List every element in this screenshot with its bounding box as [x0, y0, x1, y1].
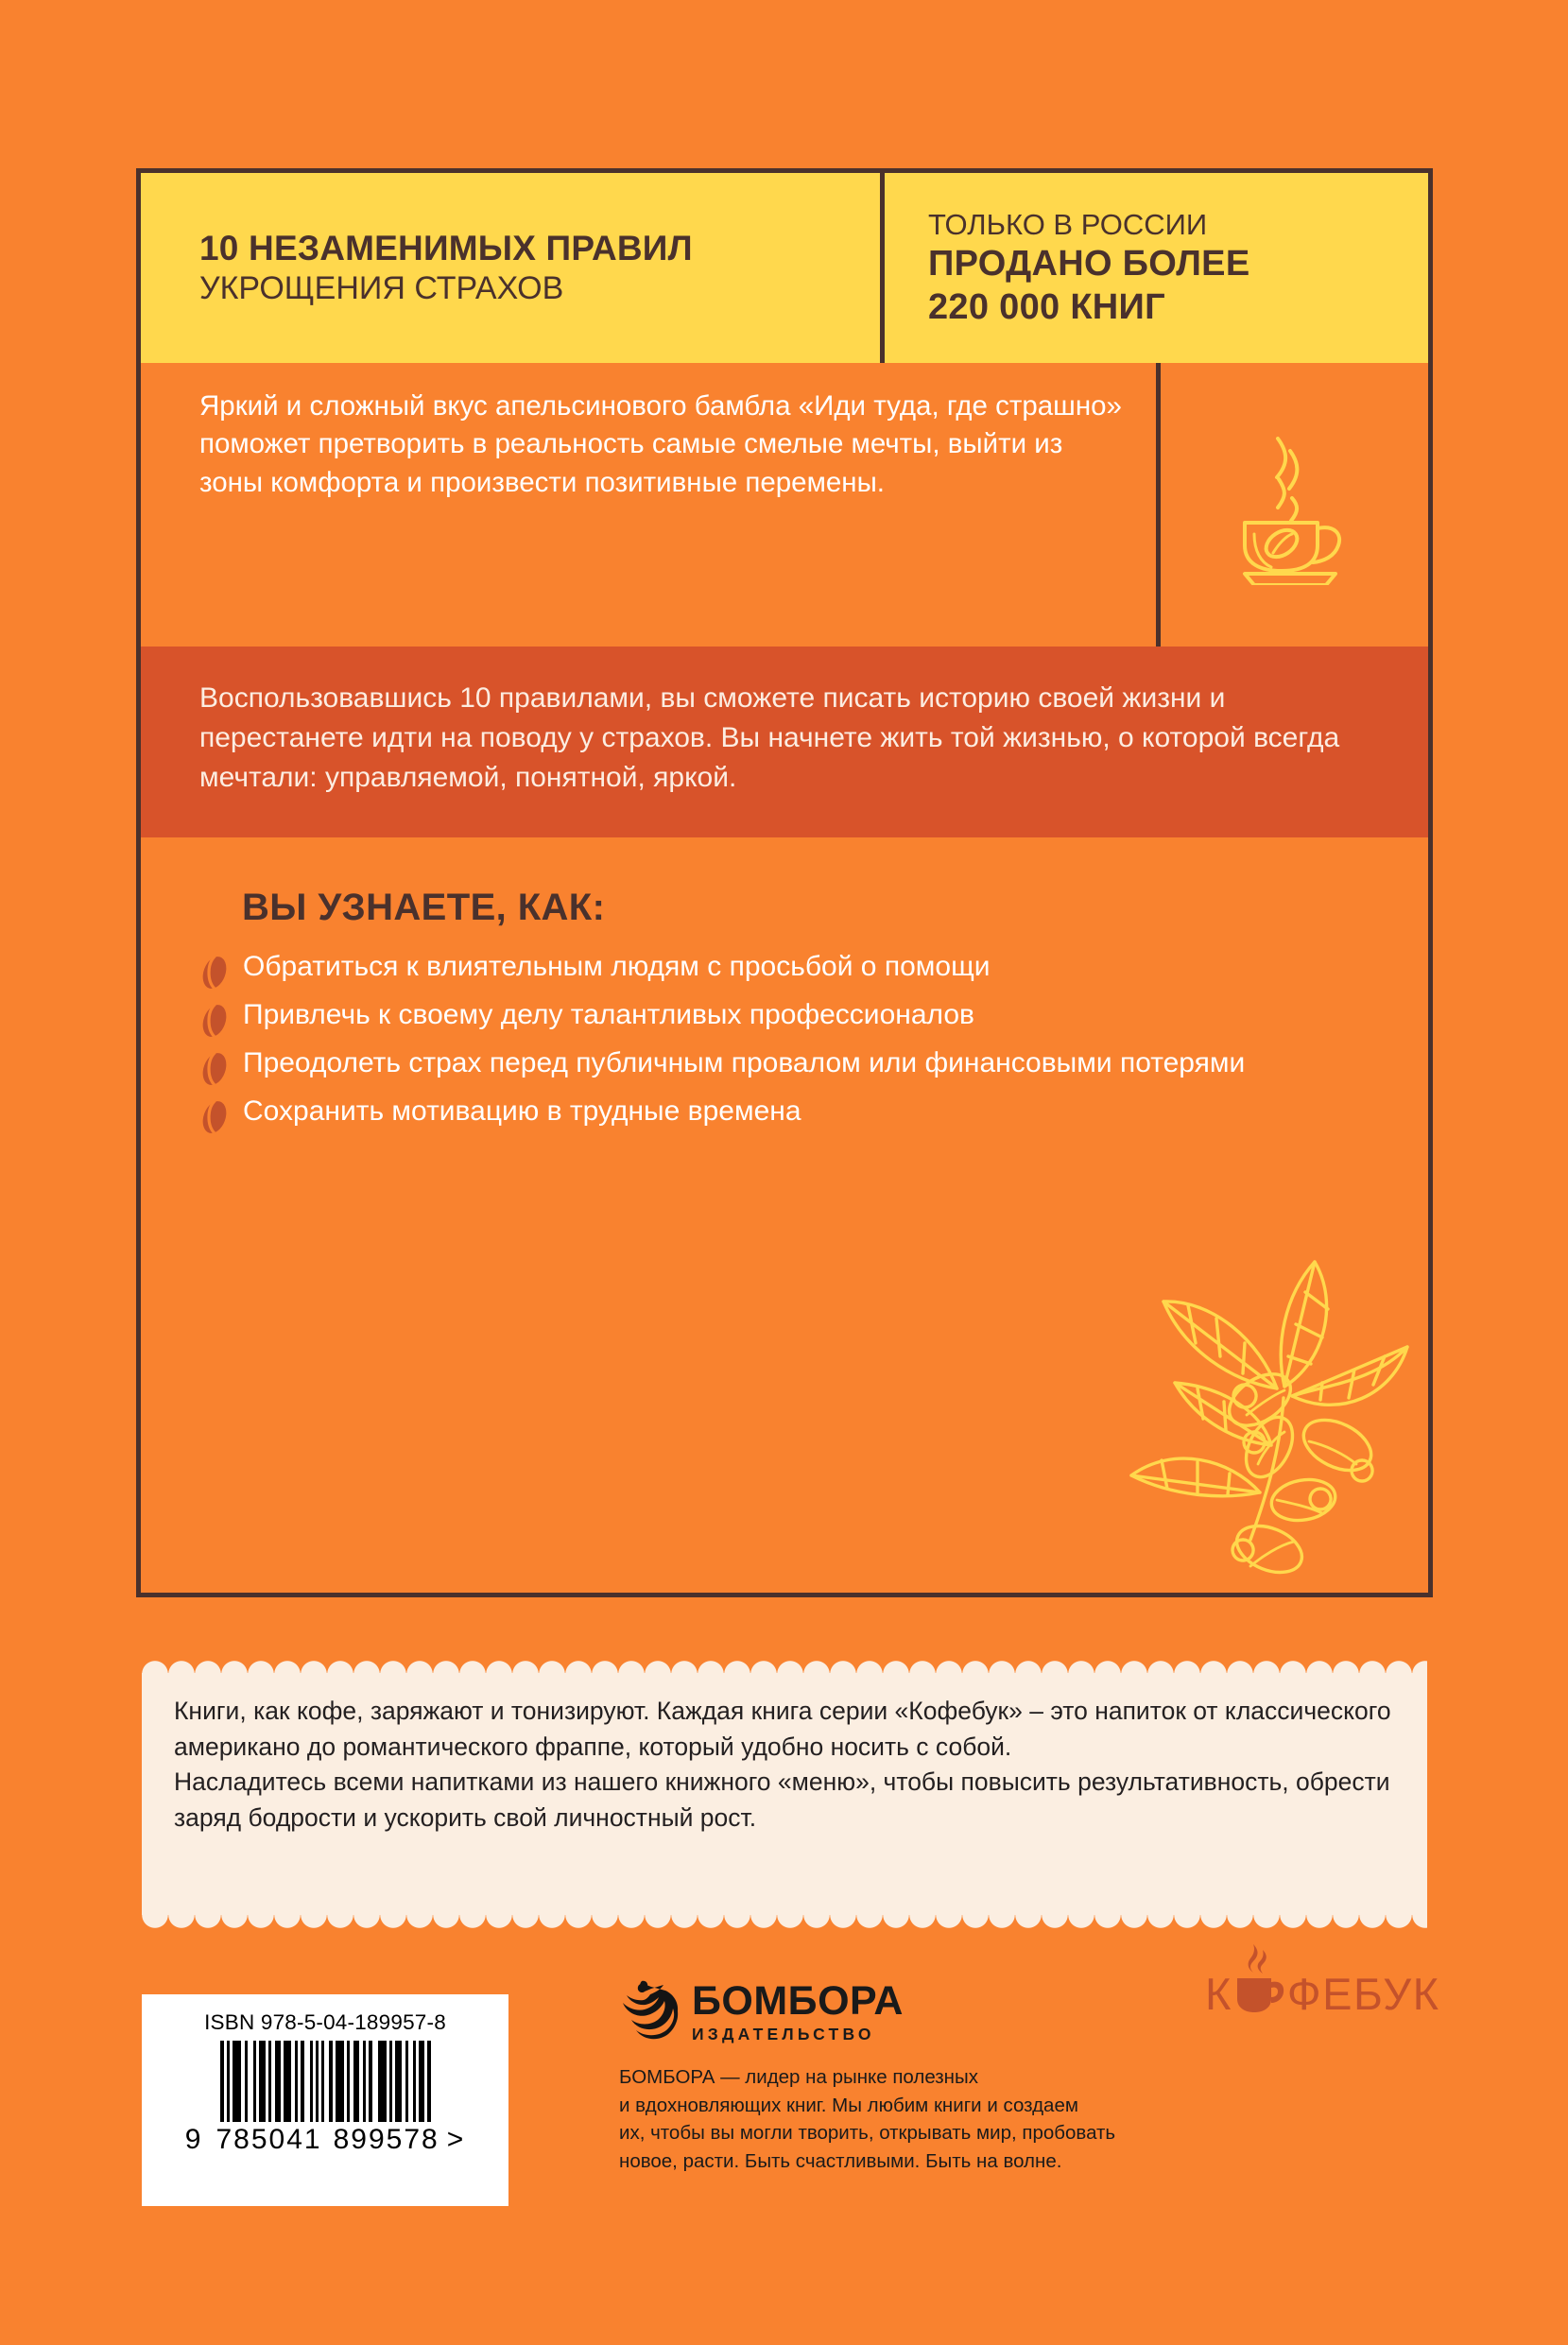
- sales-count: 220 000 КНИГ: [928, 287, 1166, 328]
- barcode-card: [142, 1994, 508, 2206]
- scallop-bottom-edge: [142, 1915, 1427, 1928]
- intro-cup-cell: [1161, 363, 1428, 647]
- isbn-label: ISBN 978-5-04-189957-8: [204, 2010, 446, 2034]
- coffee-bean-icon: [199, 954, 230, 991]
- series-note-paragraph-1: Книги, как кофе, заряжают и тонизируют. Каждая книга серии «Кофебук» – это напиток от классического американо до романтического фраппе, который удобно носить с собой.: [174, 1697, 1391, 1761]
- coffee-bean-icon: [199, 1002, 230, 1040]
- series-logo-letter-k: К: [1205, 1969, 1232, 2019]
- list-item: [199, 996, 1390, 1040]
- rules-subline: УКРОЩЕНИЯ СТРАХОВ: [199, 270, 564, 307]
- series-note-body: [142, 1673, 1427, 1915]
- coffee-bean-icon: [199, 1050, 230, 1088]
- series-logo-letters-rest: ФЕБУК: [1286, 1969, 1440, 2019]
- coffee-bean-icon: [199, 1098, 230, 1136]
- publisher-wordmark: БОМБОРА: [692, 1978, 904, 2025]
- barcode-digit-suffix: >: [446, 2124, 466, 2155]
- list-item-label: Привлечь к своему делу талантливых профессионалов: [243, 999, 974, 1030]
- yellow-header-band: [141, 173, 1428, 363]
- publisher-block: [619, 1980, 1271, 2175]
- highlight-paragraph: Воспользовавшись 10 правилами, вы сможете писать историю своей жизни и перестанете идти на поводу у страхов. Вы начнете жить той жизнью, о которой всегда мечтали: управляемой, понятной, яркой.: [199, 682, 1340, 793]
- publisher-description-line: БОМБОРА — лидер на рынке полезных: [619, 2066, 978, 2088]
- intro-row: [141, 363, 1428, 647]
- intro-text-block: [141, 363, 1161, 647]
- list-item: [199, 1093, 1390, 1136]
- publisher-description-line: новое, расти. Быть счастливыми. Быть на волне.: [619, 2149, 1062, 2172]
- learn-block: [141, 837, 1428, 1593]
- barcode-digit-group-1: 785041: [215, 2124, 322, 2155]
- bombora-wave-icon: [619, 1980, 680, 2044]
- series-note-box: [142, 1661, 1427, 1927]
- learn-title: ВЫ УЗНАЕТЕ, КАК:: [242, 887, 606, 928]
- coffee-branch-icon: [1118, 1256, 1421, 1578]
- list-item: [199, 948, 1390, 991]
- series-note-paragraph-2: Насладитесь всеми напитками из нашего книжного «меню», чтобы повысить результативность, обрести заряд бодрости и ускорить свой личностный рост.: [174, 1767, 1390, 1832]
- sales-region-label: ТОЛЬКО В РОССИИ: [928, 207, 1208, 241]
- sales-headline: ПРОДАНО БОЛЕЕ: [928, 243, 1250, 284]
- rules-headline: 10 НЕЗАМЕНИМЫХ ПРАВИЛ: [199, 228, 693, 267]
- publisher-logo-row: [619, 1980, 1271, 2044]
- highlight-block: [141, 647, 1428, 837]
- scallop-top-edge: [142, 1661, 1427, 1674]
- main-content-frame: [136, 168, 1433, 1597]
- coffee-cup-icon: [1224, 424, 1366, 585]
- publisher-wordmark-sub: ИЗДАТЕЛЬСТВО: [692, 2025, 875, 2044]
- publisher-description-line: их, чтобы вы могли творить, открывать мир, пробовать: [619, 2122, 1116, 2145]
- list-item-label: Сохранить мотивацию в трудные времена: [243, 1095, 801, 1127]
- series-logo: [1205, 1942, 1440, 2019]
- kofebuk-cup-icon: [1232, 1942, 1285, 2016]
- list-item-label: Преодолеть страх перед публичным провалом или финансовыми потерями: [243, 1047, 1246, 1078]
- intro-paragraph: Яркий и сложный вкус апельсинового бамбла «Иди туда, где страшно» поможет претворить в реальность самые смелые мечты, выйти из зоны комфорта и произвести позитивные перемены.: [199, 390, 1122, 498]
- rules-panel: [141, 173, 885, 363]
- list-item-label: Обратиться к влиятельным людям с просьбой о помощи: [243, 951, 991, 982]
- barcode-digits: [184, 2122, 466, 2156]
- sales-panel: [885, 173, 1428, 363]
- barcode-digit-prefix: 9: [184, 2124, 203, 2155]
- learn-list: [199, 948, 1390, 1136]
- publisher-description: [619, 2063, 1271, 2175]
- publisher-description-line: и вдохновляющих книг. Мы любим книги и создаем: [619, 2094, 1078, 2116]
- list-item: [199, 1044, 1390, 1088]
- barcode-digit-group-2: 899578: [333, 2124, 439, 2155]
